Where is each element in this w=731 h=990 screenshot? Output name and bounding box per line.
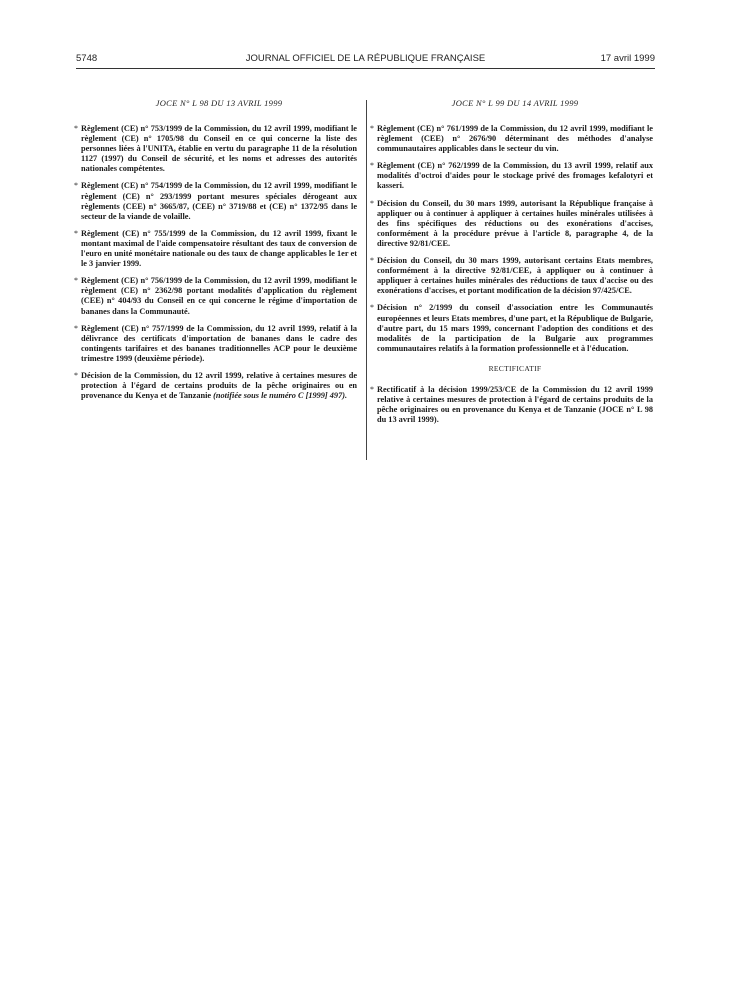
page-number: 5748 bbox=[76, 53, 98, 64]
column-divider bbox=[366, 100, 367, 460]
entry-text: Règlement (CE) n° 754/1999 de la Commission, du 12 avril 1999, modifiant le règlement (CE) n° 293/1999 portant mesures spéciales dérogeant aux règlements (CEE) n° 3665/87, (CEE) n° 3719/88 et (CE) n° 1372/95 dans le secteur de la viande de volaille. bbox=[81, 181, 357, 221]
entry-text: Décision du Conseil, du 30 mars 1999, autorisant certains Etats membres, conformément à la directive 92/81/CEE, à appliquer ou à continuer à appliquer à certaines huiles minérales des réductions de taux d'accise ou des exonérations d'accises, et portant modification de la décision 97/425/CE. bbox=[377, 256, 653, 296]
list-item bbox=[370, 303, 653, 353]
list-item bbox=[74, 323, 357, 364]
list-item bbox=[74, 370, 357, 401]
entry-text: Règlement (CE) n° 761/1999 de la Commission, du 12 avril 1999, modifiant le règlement (CEE) n° 2676/90 déterminant des méthodes d'analyse communautaires applicables dans le secteur du vin. bbox=[377, 124, 653, 154]
entry-text: Règlement (CE) n° 762/1999 de la Commission, du 13 avril 1999, relatif aux modalités d'octroi d'aides pour le stockage privé des fromages kefalotyri et kasseri. bbox=[377, 161, 653, 191]
bullet-marker: * bbox=[370, 256, 374, 266]
entry-text: Règlement (CE) n° 756/1999 de la Commission, du 12 avril 1999, modifiant le règlement (CE) n° 2362/98 portant modalités d'application du règlement (CEE) n° 404/93 du Conseil en ce qui concerne le régime d'importation de bananes dans la Communauté. bbox=[81, 276, 357, 316]
bullet-marker: * bbox=[370, 384, 374, 394]
list-item bbox=[74, 228, 357, 269]
entry-text: Décision du Conseil, du 30 mars 1999, autorisant la République française à appliquer ou à continuer à appliquer à certaines huiles minérales utilisées à des fins spécifiques des réductions ou des exonérations d'accises, conformément à la procédure prévue à l'article 8, paragraphe 4, de la directive 92/81/CEE. bbox=[377, 198, 653, 248]
entry-text: Règlement (CE) n° 757/1999 de la Commission, du 12 avril 1999, relatif à la délivrance des certificats d'importation de bananes dans le cadre des contingents tarifaires et des bananes traditionnelles ACP pour le deuxième trimestre 1999 (deuxième période). bbox=[81, 323, 357, 363]
page-header bbox=[76, 53, 655, 69]
bullet-marker: * bbox=[370, 198, 374, 208]
bullet-marker: * bbox=[74, 276, 78, 286]
list-item bbox=[370, 256, 653, 296]
bullet-marker: * bbox=[74, 124, 78, 133]
entry-text: Rectificatif à la décision 1999/253/CE de la Commission du 12 avril 1999 relative à certaines mesures de protection à l'égard de certains produits de la pêche originaires ou en provenance du Kenya et de Tanzanie (JOCE n° L 98 du 13 avril 1999). bbox=[377, 384, 653, 425]
entry-text: Décision n° 2/1999 du conseil d'association entre les Communautés européennes et leurs Etats membres, d'une part, et la République de Bulgarie, d'autre part, du 15 mars 1999, concernant l'adoption des conditions et des modalités de la participation de la Bulgarie aux programmes communautaires relatifs à la formation professionnelle et à l'éducation. bbox=[377, 303, 653, 353]
rectificatif-heading: RECTIFICATIF bbox=[488, 363, 542, 373]
entry-text: Règlement (CE) n° 755/1999 de la Commission, du 12 avril 1999, fixant le montant maximal de l'aide compensatoire résultant des taux de conversion de l'euro en unité monétaire nationale ou des taux de change applicables le 1er et le 3 janvier 1999. bbox=[81, 228, 357, 269]
right-column bbox=[370, 98, 653, 432]
bullet-marker: * bbox=[74, 181, 78, 191]
right-column-title: JOCE N° L 99 DU 14 AVRIL 1999 bbox=[451, 98, 579, 108]
list-item bbox=[370, 124, 653, 154]
list-item bbox=[74, 124, 357, 174]
bullet-marker: * bbox=[370, 161, 374, 171]
entry-text: Décision de la Commission, du 12 avril 1999, relative à certaines mesures de protection à l'égard de certains produits de la pêche originaires ou en provenance du Kenya et de Tanzanie bbox=[81, 370, 357, 401]
entry-text: Règlement (CE) n° 753/1999 de la Commission, du 12 avril 1999, modifiant le règlement (CE) n° 1705/98 du Conseil en ce qui concerne la liste des personnes liées à l'UNITA, établie en vertu du paragraphe 11 de la résolution 1127 (1997) du Conseil de sécurité, et les noms et adresses des autorités nationales compétentes. bbox=[81, 124, 357, 174]
bullet-marker: * bbox=[370, 303, 374, 313]
issue-date: 17 avril 1999 bbox=[600, 53, 655, 64]
bullet-marker: * bbox=[370, 124, 374, 133]
left-column bbox=[74, 98, 357, 408]
left-column-title: JOCE N° L 98 DU 13 AVRIL 1999 bbox=[155, 98, 283, 108]
header-rule bbox=[76, 68, 655, 69]
bullet-marker: * bbox=[74, 370, 78, 380]
list-item bbox=[74, 181, 357, 221]
bullet-marker: * bbox=[74, 323, 78, 333]
list-item bbox=[74, 276, 357, 316]
entry-italic-note: (notifiée sous le numéro C [1999] 497). bbox=[213, 391, 348, 401]
bullet-marker: * bbox=[74, 228, 78, 238]
list-item bbox=[370, 161, 653, 191]
journal-title: JOURNAL OFFICIEL DE LA RÉPUBLIQUE FRANÇAISE bbox=[245, 53, 486, 64]
list-item bbox=[370, 198, 653, 249]
list-item bbox=[370, 384, 653, 425]
